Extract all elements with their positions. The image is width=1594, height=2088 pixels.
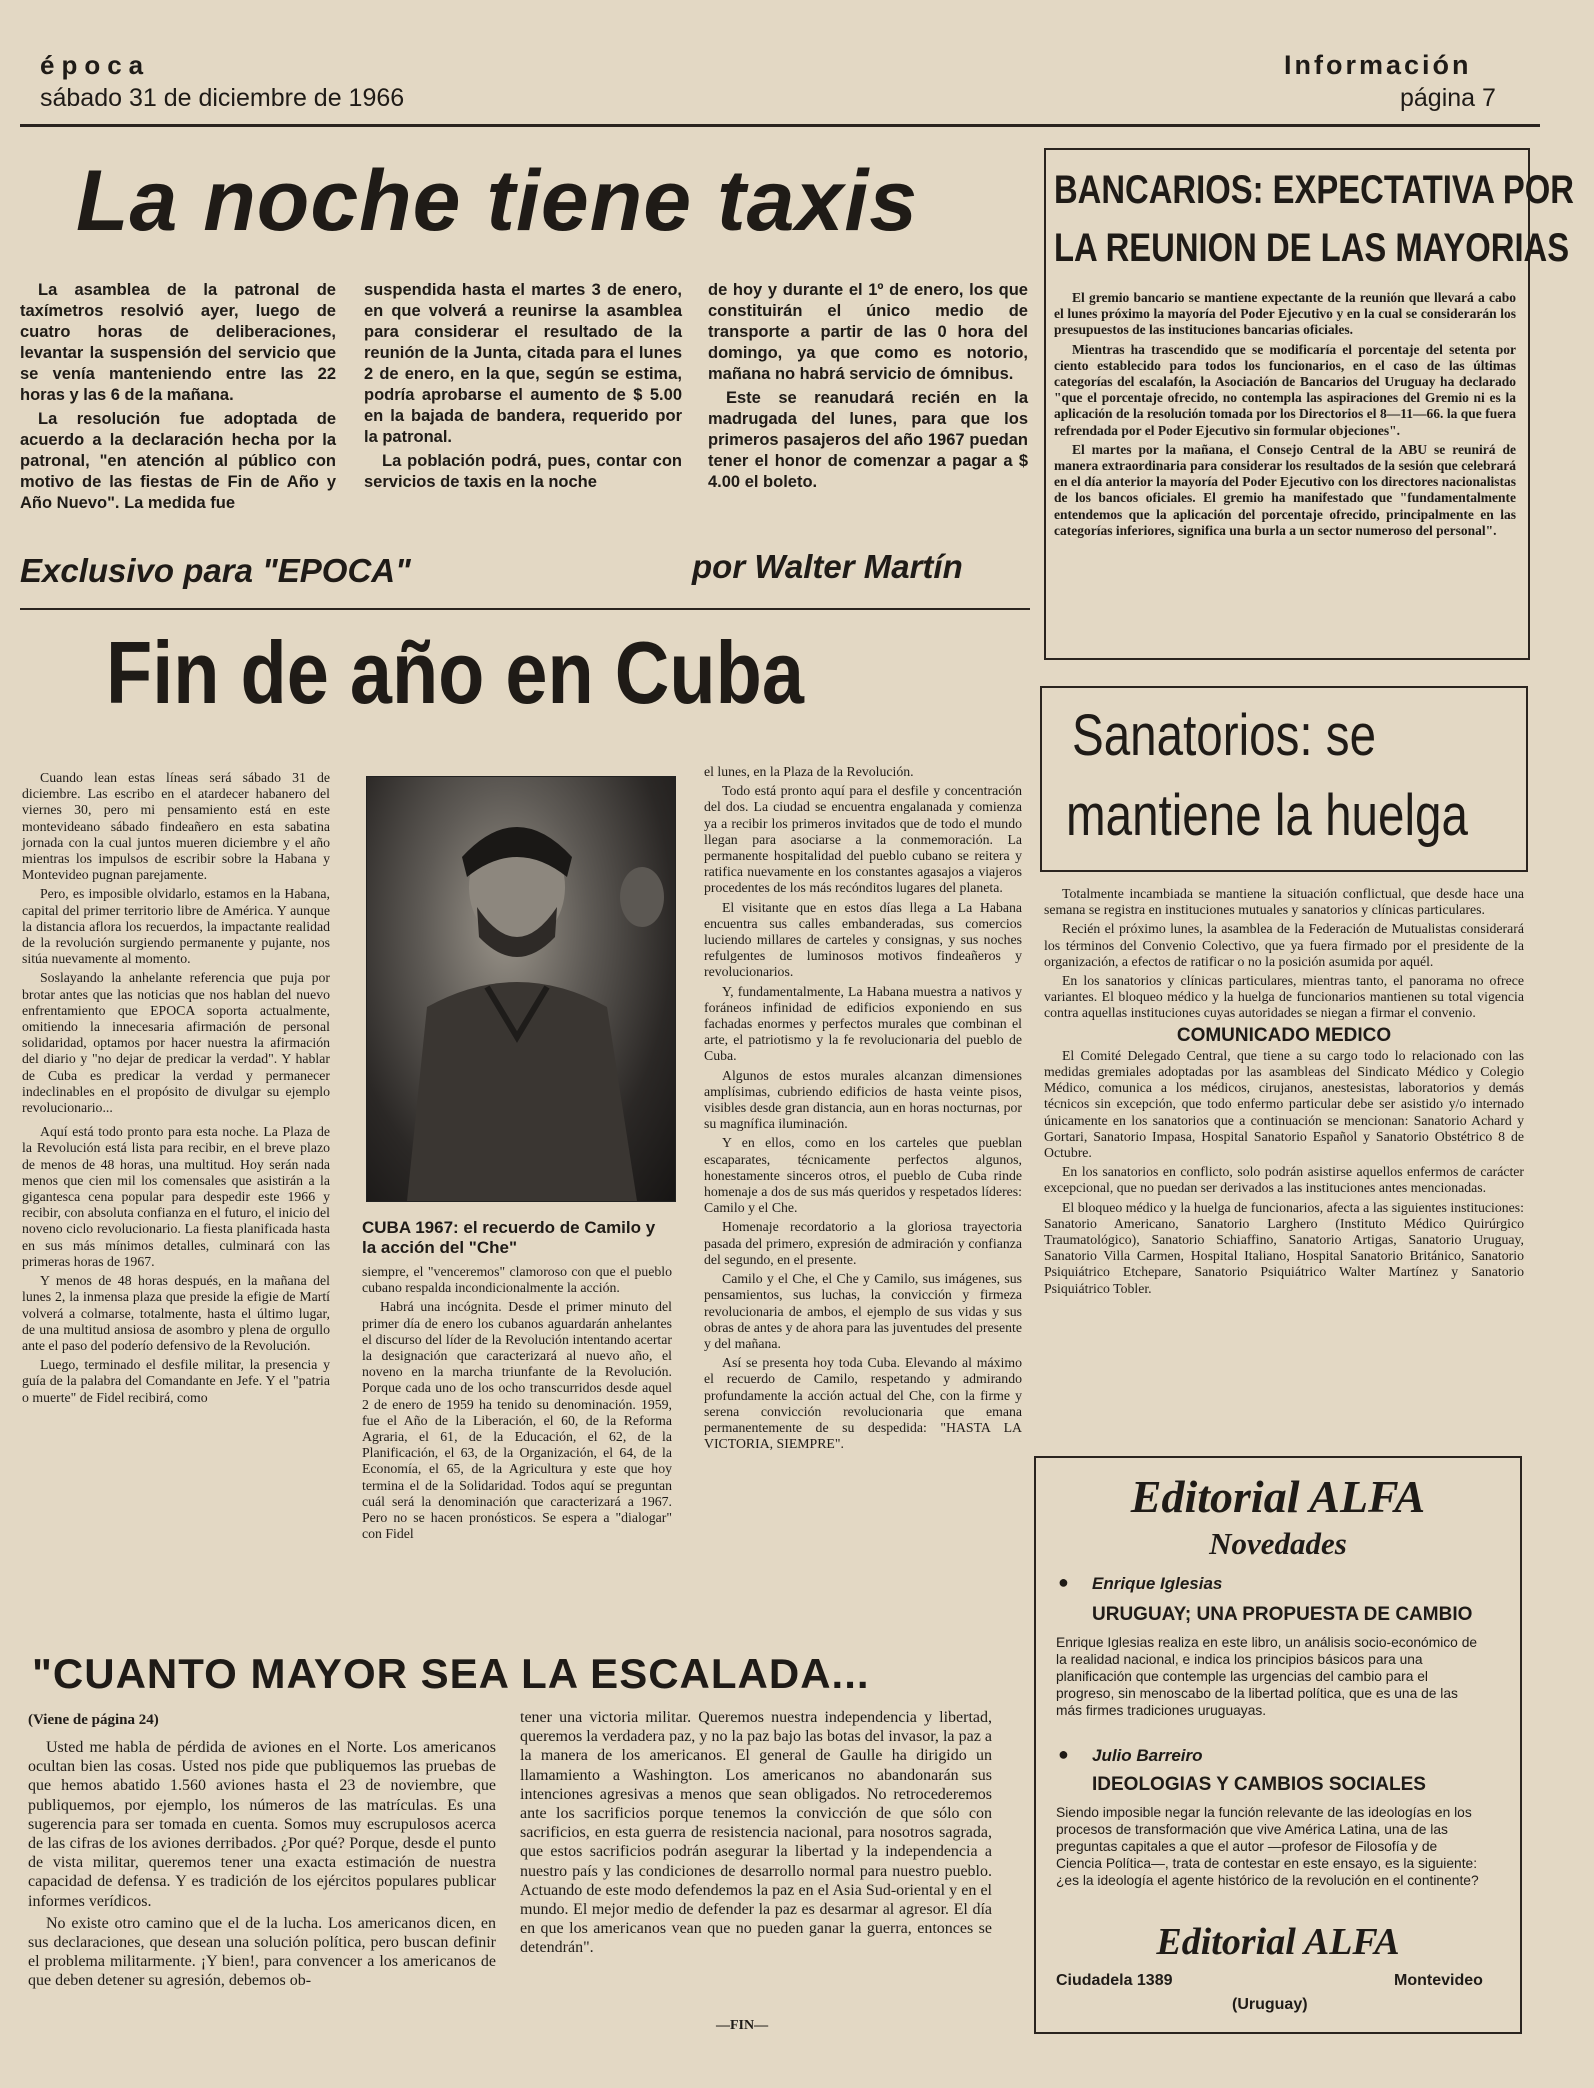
sanatorios-p1: Totalmente incambiada se mantiene la situación conflictual, que desde hace una semana se registra en instituciones mutuales y sanatorios y clínicas particulares. [1044, 886, 1524, 918]
ad-brand: Editorial ALFA [1130, 1471, 1426, 1522]
taxis-col2-p2: La población podrá, pues, contar con servicios de taxis en la noche [364, 452, 682, 491]
cuba-top-rule [20, 608, 1030, 610]
ad-address: Ciudadela 1389 [1056, 1972, 1173, 1989]
escalada-col-1 [28, 1738, 496, 1994]
masthead-rule [20, 124, 1540, 127]
cuba-col3-p6: Y en ellos, como en los carteles que pueblan escaparates, técnicamente perfectos algunos, honestamente sinceros otros, el pueblo de Cuba rinde homenaje a dos de sus más queridos y respetados líderes: Camilo y el Che. [704, 1135, 1022, 1216]
bancarios-headline-2: LA REUNION DE LAS MAYORIAS [1054, 226, 1570, 270]
sanatorios-headline-2: mantiene la huelga [1066, 783, 1468, 848]
comunicado-subhead: COMUNICADO MEDICO [1176, 1024, 1392, 1046]
cuba-col3-p7: Homenaje recordatorio a la gloriosa trayectoria pasada del primero, expresión de admiración y confianza del segundo, en el presente. [704, 1219, 1022, 1267]
cuba-col-2 [362, 1264, 672, 1545]
book1-title: URUGUAY; UNA PROPUESTA DE CAMBIO [1092, 1604, 1473, 1625]
bancarios-p3: El martes por la mañana, el Consejo Central de la ABU se reunirá de manera extraordinaria para considerar los resultados de la sesión que celebrará en el día anterior la mayoría del Poder Ejecutivo con los directores nacionalistas de los bancos oficiales. El gremio ha manifestado que "fundamentalmente entendemos que la aplicación del porcentaje ofrecido, principalmente en las categorías inferiores, significa una burla a un sector numeroso del personal". [1054, 441, 1516, 538]
cuba-col3-p5: Algunos de estos murales alcanzan dimensiones amplísimas, cubriendo edificios de hasta veinte pisos, visibles desde gran distancia, aun en horas nocturnas, por su magnífica iluminación. [704, 1067, 1022, 1132]
cuba-col1-p1: Cuando lean estas líneas será sábado 31 de diciembre. Las escribo en el atardecer habanero del viernes 30, pero mi pensamiento está en este montevideano sábado findeañero en esta sabatina jornada con la cual juntos mueren diciembre y el año mientras los impulsos de escribir sobre la Habana y Montevideo pugnan parejamente. [22, 770, 330, 883]
cuba-col3-p9: Así se presenta hoy toda Cuba. Elevando al máximo el recuerdo de Camilo, respetando y admirando profundamente la acción actual del Che, con la firme y serena convicción revolucionaria que emana permanentemente de su despedida: "HASTA LA VICTORIA, SIEMPRE". [704, 1355, 1022, 1452]
cuba-exclusivo: Exclusivo para "EPOCA" [20, 552, 411, 589]
escalada-col1-p2: No existe otro camino que el de la lucha. Los americanos dicen, en sus declaraciones, que desean una solución política, pero buscan definir el problema militarmente. ¡Y bien!, para convencer a los americanos de que deben detener su agresión, debemos ob- [28, 1914, 496, 1990]
taxis-col-1 [20, 280, 336, 517]
cuba-col1-p3: Soslayando la anhelante referencia que puja por brotar antes que las noticias que nos hablan del nuevo enfrentamiento que EPOCA soporta actualmente, omitiendo la innecesaria afirmación de personal solidaridad, optamos por hacer nuestra la afirmación del diario y "no dejar de predicar la verdad". Y hablar de Cuba es predicar la verdad y permanecer indeclinables en el propósito de divulgar su ejemplo revolucionario... [22, 970, 330, 1116]
escalada-headline: "CUANTO MAYOR SEA LA ESCALADA... [32, 1650, 870, 1697]
escalada-fin: —FIN— [716, 2018, 769, 2033]
book2-bullet-icon: ● [1058, 1744, 1069, 1764]
sanatorios-p3: En los sanatorios y clínicas particulares, mientras tanto, el panorama no ofrece variantes. El bloqueo médico y la huelga de funcionarios mantienen su total vigencia contra aquellas instituciones cuyas autoridades se niegan a firmar el convenio. [1044, 973, 1524, 1021]
book1-author: Enrique Iglesias [1092, 1574, 1223, 1593]
bancarios-p2: Mientras ha trascendido que se modificaría el porcentaje del setenta por ciento establecido para todos los funcionarios, en el caso de las últimas categorías del escalafón, la Asociación de Bancarios del Uruguay ha declarado "que el porcentaje ofrecido, no contempla las aspiraciones del Gremio ni es la aplicación de la resolución tomada por los Directorios el 8—11—66. la que fuera refrendada por el Poder Ejecutivo sin formular objeciones". [1054, 341, 1516, 438]
taxis-col2-p1: suspendida hasta el martes 3 de enero, en que volverá a reunirse la asamblea para considerar el resultado de la reunión de la Junta, citada para el lunes 2 de enero, en la que, según se estima, podría aprobarse el aumento de $ 5.00 en la bajada de bandera, requerido por la patronal. [364, 281, 682, 446]
escalada-col2-p1: tener una victoria militar. Queremos nuestra independencia y libertad, queremos la verdadera paz, y no la paz bajo las botas del invasor, la paz a la manera de los americanos. El general de Gaulle ha dirigido un llamamiento a Washington. Los americanos no abandonarán sus intenciones agresivas a menos que sean obligados. No retrocederemos ante los sacrificios porque tenemos la convicción de que sólo con sacrificios, en esta guerra de resistencia nacional, para nosotros sagrada, que estos sacrificios podrán asegurar la libertad y la independencia a nuestro país y las condiciones de desarrollo normal para nuestro pueblo. Actuando de este modo defendemos la paz en el Asia Sud-oriental y en el mundo. El mejor medio de defender la paz es desarmar al agresor. El día en que los americanos vean que no pueden ganar la guerra, entonces se detendrán". [520, 1709, 992, 1957]
sanatorios-headline-1: Sanatorios: se [1072, 703, 1377, 768]
cuba-col3-p8: Camilo y el Che, el Che y Camilo, sus imágenes, sus pensamientos, sus luchas, la convicción y firmeza revolucionaria de ambos, el ejemplo de sus vidas y sus obras de antes y de ahora para las juventudes del presente y del mañana. [704, 1271, 1022, 1351]
bancarios-headline-1: BANCARIOS: EXPECTATIVA POR [1054, 168, 1574, 212]
photo-caption: CUBA 1967: el recuerdo de Camilo y la acción del "Che" [362, 1218, 656, 1257]
section-name: Información [1284, 50, 1472, 80]
escalada-viene: (Viene de página 24) [28, 1712, 159, 1728]
sanatorios-p5: En los sanatorios en conflicto, solo podrán asistirse aquellos enfermos de carácter excepcional, que no puedan ser derivados a las instituciones antes mencionadas. [1044, 1164, 1524, 1196]
cuba-col1-p2: Pero, es imposible olvidarlo, estamos en la Habana, capital del primer territorio libre de América. Y aunque la distancia aflora los recuerdos, la impactante realidad de la revolución surgiendo permanente y pujante, nos sitúa nuevamente al momento. [22, 886, 330, 967]
taxis-col1-p1: La asamblea de la patronal de taxímetros resolvió ayer, luego de cuatro horas de deliberaciones, levantar la suspensión del servicio que se venía manteniendo entre las 22 horas y las 6 de la mañana. [20, 281, 336, 404]
cuba-col2-p1: siempre, el "venceremos" clamoroso con que el pueblo cubano respalda incondicionalmente la acción. [362, 1264, 672, 1296]
ad-country: (Uruguay) [1232, 1996, 1308, 2013]
cuba-col3-p4: Y, fundamentalmente, La Habana muestra a nativos y foráneos infinidad de edificios exponiendo en sus fachadas enormes y perfectos murales que combinan el arte, el patriotismo y la fe revolucionaria del pueblo de Cuba. [704, 983, 1022, 1064]
sanatorios-body [1044, 886, 1524, 1300]
cuba-col2-p2: Habrá una incógnita. Desde el primer minuto del primer día de enero los cubanos aguardarán anhelantes el discurso del líder de la Revolución intentando acertar la designación que caracterizará al nuevo año, el noveno en la marcha triunfante de la Revolución. Porque cada uno de los ocho transcurridos desde aquel 2 de enero de 1959 ha tenido su denominación. 1959, fue el Año de la Liberación, el 60, de la Reforma Agraria, el 61, de la Educación, el 62, de la Planificación, el 63, de la Organización, el 64, de la Economía, el 65, de la Agricultura y este que hoy termina el de la Solidaridad. Todos aquí se preguntan cuál será la denominación que caracterizará a 1967. Pero no se hacen pronósticos. Se espera a "dialogar" con Fidel [362, 1299, 672, 1542]
ad-city: Montevideo [1394, 1972, 1483, 1989]
ad-brand-footer: Editorial ALFA [1156, 1921, 1400, 1963]
escalada-col-2 [520, 1708, 992, 1961]
paper-name: época [40, 50, 151, 80]
bancarios-body [1054, 290, 1516, 542]
book2-text: Siendo imposible negar la función relevante de las ideologías en los procesos de transformación que vive América Latina, una de las preguntas capitales a que el autor —profesor de Filosofía y de Ciencia Política—, trata de contestar en este ensayo, es la siguiente: ¿es la ideología el agente histórico de la revolución en el continente? [1056, 1805, 1479, 1888]
book1-bullet-icon: ● [1058, 1572, 1069, 1592]
cuba-col1-p6: Luego, terminado el desfile militar, la presencia y guía de la palabra del Comandante en Jefe. Y el "patria o muerte" de Fidel recibirá, como [22, 1357, 330, 1405]
bancarios-p1: El gremio bancario se mantiene expectante de la reunión que llevará a cabo el lunes próximo la mayoría del Poder Ejecutivo y en la cual se considerarán los presupuestos de las instituciones bancarias oficiales. [1054, 290, 1516, 338]
taxis-col-3 [708, 280, 1028, 496]
cuba-col-1 [22, 770, 330, 1409]
book2-title: IDEOLOGIAS Y CAMBIOS SOCIALES [1092, 1774, 1426, 1795]
book1-text: Enrique Iglesias realiza en este libro, un análisis socio-económico de la realidad nacional, e indica los principios básicos para una planificación que contemple las urgencias del cambio para el progreso, sin menoscabo de la libertad política, que es una de las más firmes tradiciones uruguayas. [1056, 1635, 1478, 1718]
cuba-col3-p3: El visitante que en estos días llega a La Habana encuentra sus calles embanderadas, sus comercios luciendo millares de carteles y consignas, y sus noches refulgentes de luminosos motivos findeañeros y revolucionarios. [704, 899, 1022, 980]
che-photo-figure-icon [367, 777, 675, 1201]
che-photo [366, 776, 676, 1202]
cuba-byline: por Walter Martín [692, 548, 963, 585]
taxis-col3-p1: de hoy y durante el 1º de enero, los que constituirán el único medio de transporte a partir de las 0 hora del domingo, ya que como es notorio, mañana no habrá servicio de ómnibus. [708, 281, 1028, 383]
editorial-alfa-ad [1034, 1456, 1522, 2034]
sanatorios-p6: El bloqueo médico y la huelga de funcionarios, afecta a las siguientes instituciones: Sanatorio Americano, Sanatorio Larghero (Instituto Médico Quirúrgico Traumatológico), Sanatorio Schiaffino, Sanatorio Artigas, Sanatorio Uruguay, Sanatorio Villa Carmen, Hospital Italiano, Hospital Sanatorio Británico, Sanatorio Psiquiátrico Etchepare, Sanatorio Psiquiátrico Walter Martínez y Sanatorio Psiquiátrico Tobler. [1044, 1199, 1524, 1296]
cuba-headline: Fin de año en Cuba [106, 623, 804, 722]
escalada-col1-p1: Usted me habla de pérdida de aviones en el Norte. Los americanos ocultan bien las cosas. Usted nos pide que publiquemos las pruebas de que hemos abatido 1.560 aviones hasta el 23 de noviembre, que publiquemos, por ejemplo, los números de las matrículas. Es una sugerencia para ser tomada en cuenta. Somos muy escrupulosos acerca de las cifras de los aviones derribados. ¿Por qué? Porque, desde el punto de vista militar, queremos tener una exacta estimación de nuestra capacidad de defensa. Y es tradición de los ejércitos populares publicar informes verídicos. [28, 1739, 496, 1910]
taxis-col1-p2: La resolución fue adoptada de acuerdo a la declaración hecha por la patronal, "en atención al público con motivo de las fiestas de Fin de Año y Año Nuevo". La medida fue [20, 410, 336, 512]
page-number: página 7 [1400, 84, 1496, 112]
book2-author: Julio Barreiro [1092, 1746, 1203, 1765]
cuba-col3-p2: Todo está pronto aquí para el desfile y concentración del dos. La ciudad se encuentra engalanada y comienza ya a recibir los primeros invitados que de todo el mundo llegan para asociarse a la conmemoración. La permanente hospitalidad del pueblo cubano se reitera y ratifica nuevamente en los constantes agasajos a viajeros procedentes de los más recónditos lugares del planeta. [704, 783, 1022, 896]
cuba-col1-p5: Y menos de 48 horas después, en la mañana del lunes 2, la inmensa plaza que preside la efigie de Martí volverá a colmarse, totalmente, hasta el último lugar, de una multitud ansiosa de asombro y plena de orgullo ante el paso del poderío defensivo de la Revolución. [22, 1273, 330, 1353]
cuba-col-3 [704, 764, 1022, 1455]
cuba-col3-p1: el lunes, en la Plaza de la Revolución. [704, 764, 914, 779]
bancarios-box [1044, 148, 1574, 660]
sanatorios-p4: El Comité Delegado Central, que tiene a su cargo todo lo relacionado con las medidas gremiales adoptadas por las asambleas del Sindicato Médico y Colegio Médico, comunica a los médicos, cirujanos, anestesistas, laboratorios y demás técnicos sin excepción, que todo enfermo particular debe ser asistido y/o internado únicamente en los sanatorios que a continuación se mencionan: Sanatorio Achard y Gortari, Sanatorio Impasa, Hospital Sanatorio Español y Sanatorio Obstétrico 8 de Octubre. [1044, 1047, 1524, 1161]
issue-date: sábado 31 de diciembre de 1966 [40, 84, 405, 112]
taxis-headline: La noche tiene taxis [76, 153, 919, 249]
ad-novedades: Novedades [1209, 1526, 1347, 1561]
sanatorios-headline-box [1040, 686, 1528, 872]
sanatorios-p2: Recién el próximo lunes, la asamblea de la Federación de Mutualistas considerará los términos del Convenio Colectivo, que ya fuera firmado por el presidente de la organización, a efectos de ratificar o no la posición asumida por aquél. [1044, 921, 1524, 969]
taxis-col3-p2: Este se reanudará recién en la madrugada del lunes, para que los primeros pasajeros del año 1967 puedan tener el honor de comenzar a pagar a $ 4.00 el boleto. [708, 389, 1028, 491]
cuba-col1-p4: Aquí está todo pronto para esta noche. La Plaza de la Revolución está lista para recibir, en el breve plazo de menos de 48 horas, una multitud. Hoy serán nada menos que cien mil los comensales que asistirán a la gigantesca cena popular para despedir este 1966 y recibir, con absoluta confianza en el futuro, el inicio del noveno ciclo revolucionario. La fiesta planificada hasta en sus más mínimos detalles, culminará con las primeras horas de 1967. [22, 1124, 330, 1269]
taxis-col-2 [364, 280, 682, 496]
